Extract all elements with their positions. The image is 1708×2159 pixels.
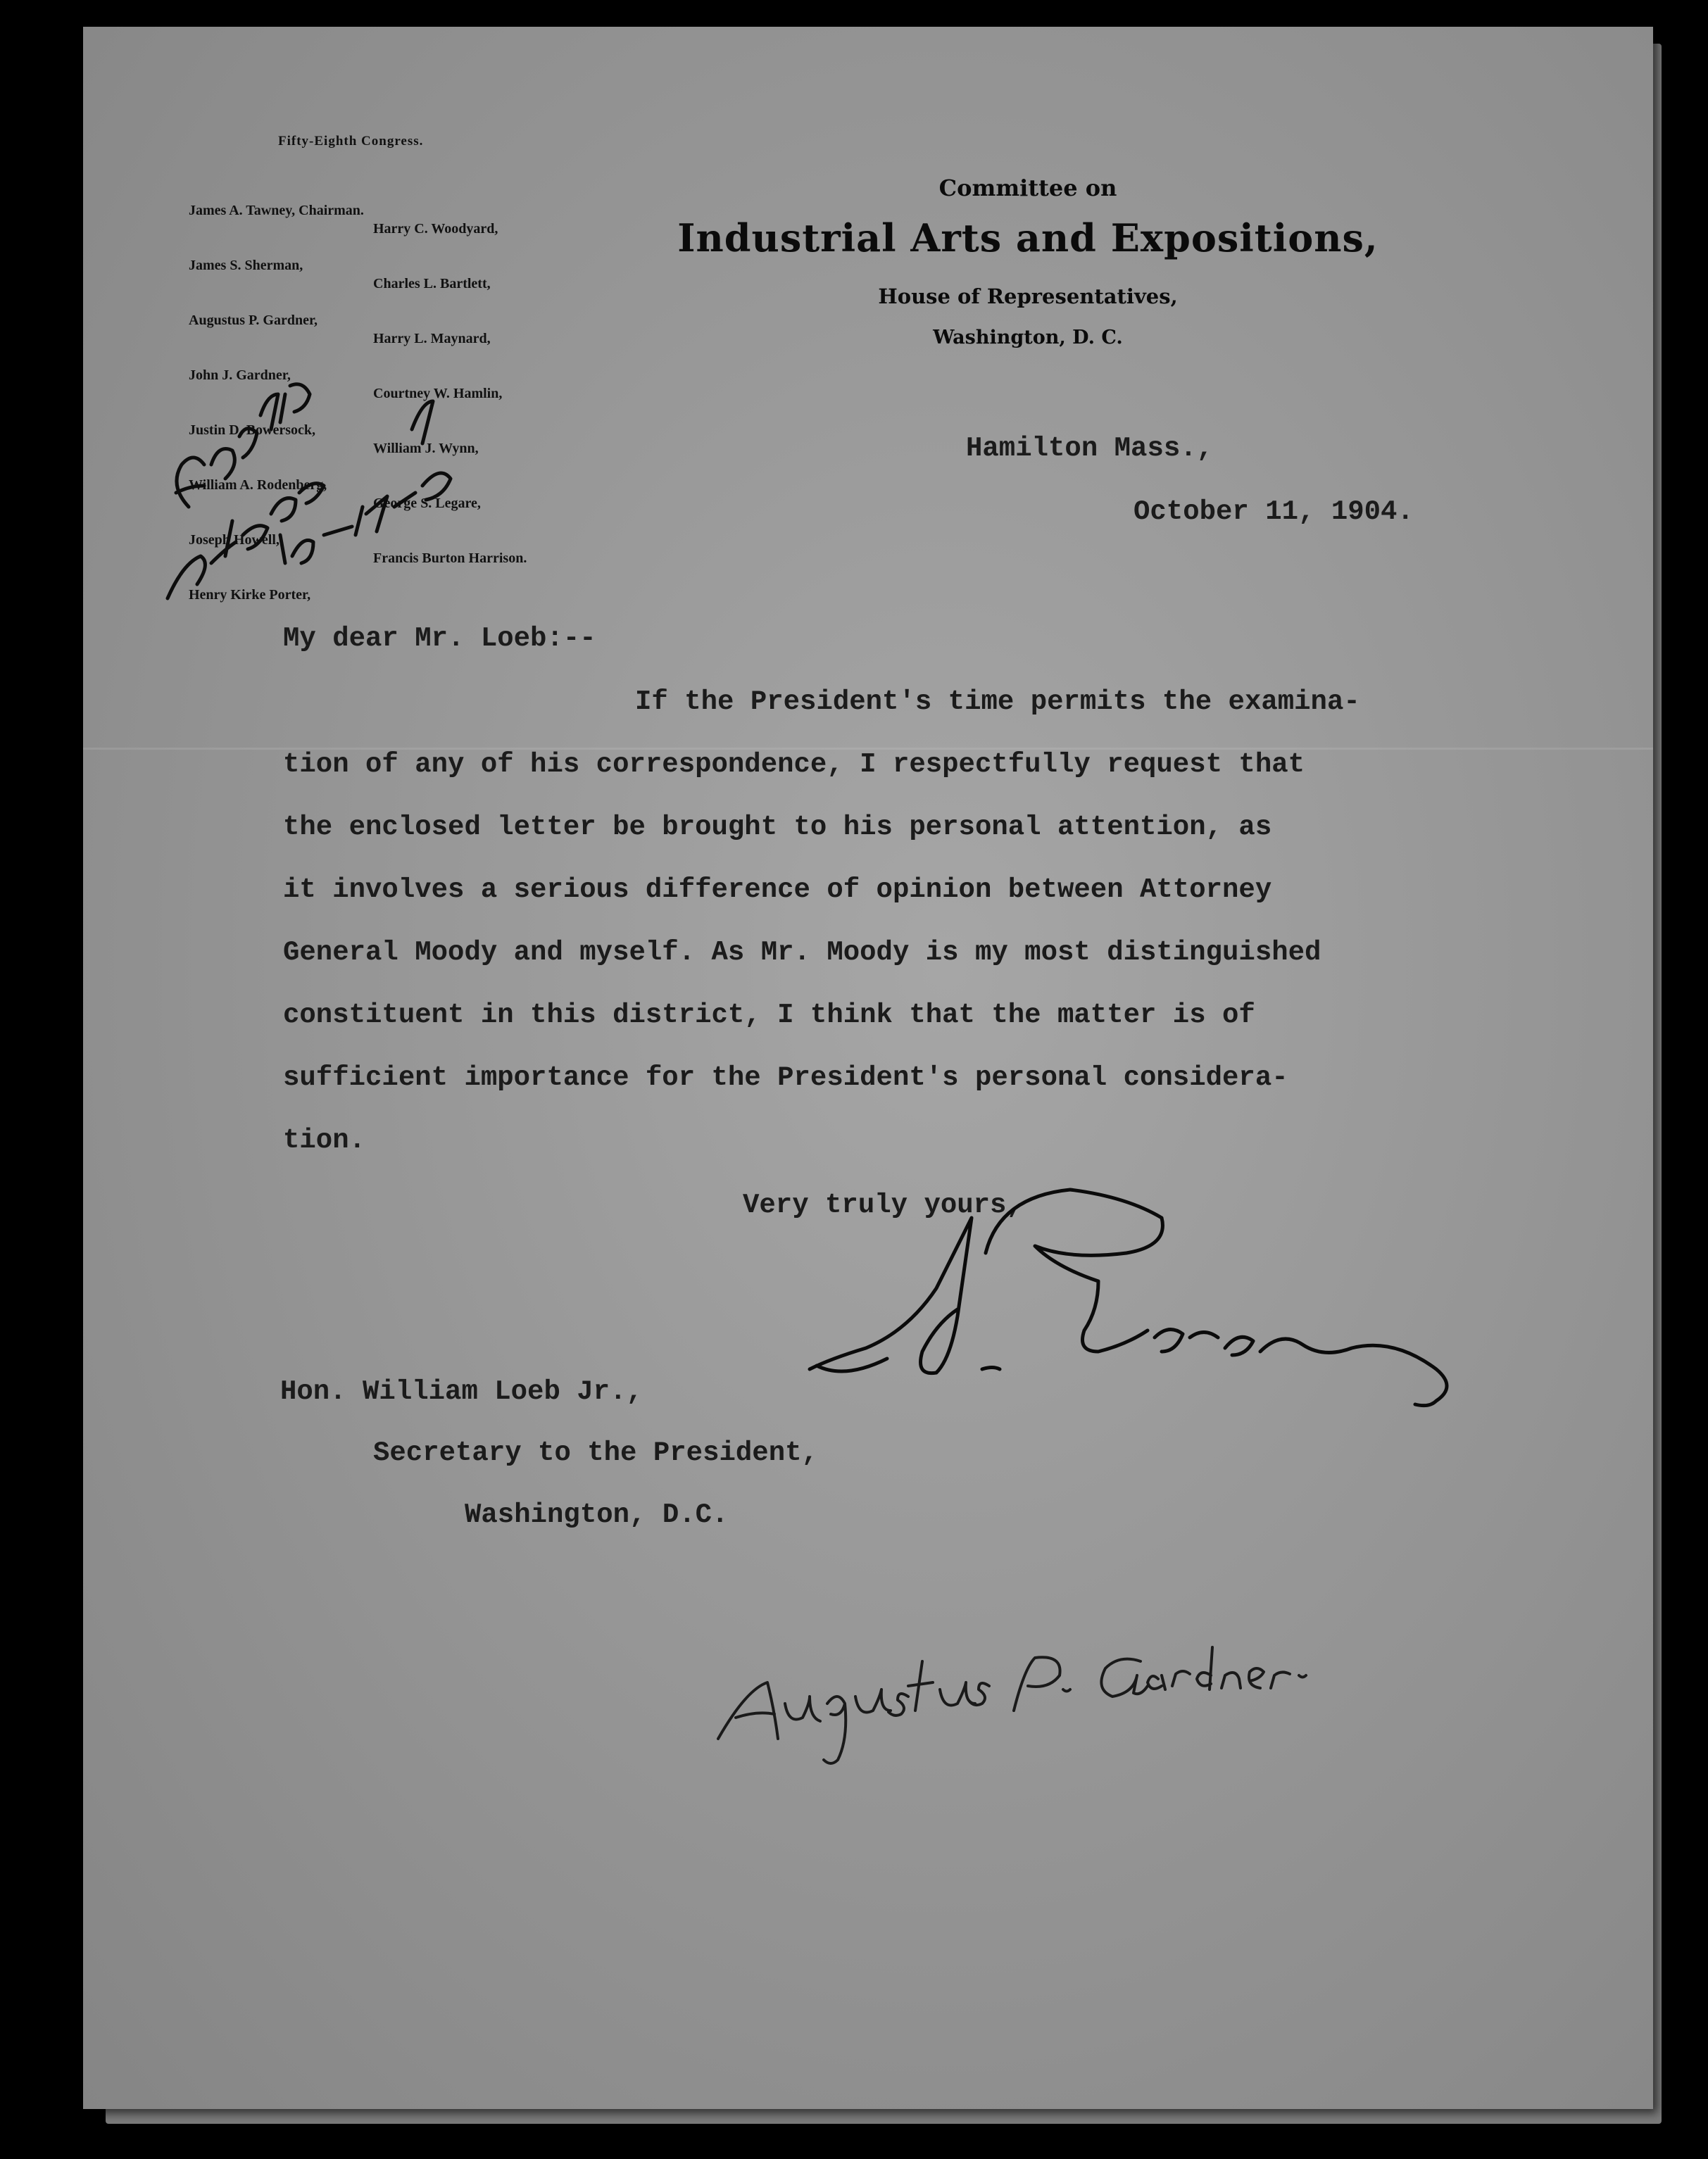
body-line: sufficient importance for the President's personal considera- bbox=[283, 1062, 1288, 1093]
body-line: tion. bbox=[283, 1125, 366, 1156]
member-name: Courtney W. Hamlin, bbox=[373, 386, 503, 401]
letterhead-city: Washington, D. C. bbox=[933, 327, 1123, 348]
letterhead-title: Industrial Arts and Expositions, bbox=[677, 215, 1379, 260]
member-name: James A. Tawney, Chairman. bbox=[189, 203, 364, 218]
member-name: William A. Rodenberg, bbox=[189, 477, 327, 493]
body-line: tion of any of his correspondence, I respectfully request that bbox=[283, 749, 1305, 780]
member-name: Harry L. Maynard, bbox=[373, 331, 491, 346]
body-line: the enclosed letter be brought to his personal attention, as bbox=[283, 812, 1272, 843]
member-name: James S. Sherman, bbox=[189, 258, 303, 273]
member-name: Henry Kirke Porter, bbox=[189, 587, 311, 603]
letterhead-committee: Committee on bbox=[938, 175, 1117, 201]
place-line: Hamilton Mass., bbox=[966, 433, 1214, 464]
member-name: Augustus P. Gardner, bbox=[189, 313, 318, 328]
member-name: Charles L. Bartlett, bbox=[373, 276, 491, 291]
body-line: General Moody and myself. As Mr. Moody is my most distinguished bbox=[283, 937, 1321, 968]
letterhead-house: House of Representatives, bbox=[878, 284, 1178, 308]
body-line: If the President's time permits the examina- bbox=[635, 686, 1360, 717]
body-line: constituent in this district, I think that the matter is of bbox=[283, 1000, 1255, 1031]
member-name: George S. Legare, bbox=[373, 496, 481, 511]
member-name: William J. Wynn, bbox=[373, 441, 479, 456]
handwritten-name bbox=[718, 1647, 1306, 1763]
addressee-line: Washington, D.C. bbox=[465, 1499, 729, 1530]
signature bbox=[810, 1190, 1447, 1406]
member-name: John J. Gardner, bbox=[189, 367, 291, 383]
body-line: it involves a serious difference of opinion between Attorney bbox=[283, 874, 1272, 905]
member-name: Joseph Howell, bbox=[189, 532, 280, 548]
margin-annotation bbox=[168, 384, 451, 598]
addressee-line: Hon. William Loeb Jr., bbox=[280, 1376, 643, 1407]
date-line: October 11, 1904. bbox=[1134, 496, 1414, 527]
closing: Very truly yours, bbox=[743, 1190, 1023, 1221]
addressee-line: Secretary to the President, bbox=[373, 1437, 818, 1468]
member-name: Francis Burton Harrison. bbox=[373, 550, 527, 566]
member-name: Justin D. Bowersock, bbox=[189, 422, 316, 438]
member-name: Harry C. Woodyard, bbox=[373, 221, 498, 237]
congress-label: Fifty-Eighth Congress. bbox=[278, 134, 424, 149]
salutation: My dear Mr. Loeb:-- bbox=[283, 623, 596, 654]
